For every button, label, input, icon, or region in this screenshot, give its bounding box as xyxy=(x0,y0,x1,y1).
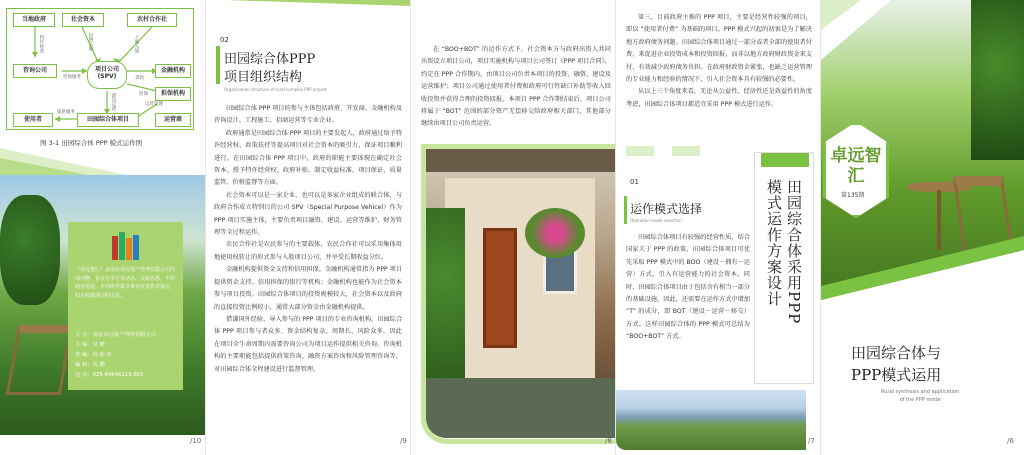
page-10 xyxy=(0,0,205,455)
node-consult: 咨询公司 xyxy=(13,64,57,78)
issue-number: 第135期 xyxy=(841,192,865,199)
body-text-7b xyxy=(626,232,750,344)
edge-label-2: 投资入股 xyxy=(88,33,93,51)
vertical-title-1: 田园综合体采用PPP xyxy=(785,179,803,325)
title-marker xyxy=(216,46,220,84)
green-wedge-top xyxy=(206,0,410,40)
page-number-6: /6 xyxy=(1007,437,1014,445)
body-text-8 xyxy=(421,44,611,131)
edge-label-5: 贷款 xyxy=(135,76,144,81)
page-number-9: /9 xyxy=(400,437,407,445)
accent-bar-2 xyxy=(672,146,700,156)
info-box xyxy=(68,222,183,390)
node-bank: 金融机构 xyxy=(155,64,191,78)
page-number-7: /7 xyxy=(808,437,815,445)
edge-label-6: 担保 xyxy=(139,92,148,97)
diagram-caption: 图 3-1 田园综合体 PPP 模式运作图 xyxy=(40,139,143,147)
vertical-title-box xyxy=(754,152,814,384)
paragraph: 第三，目前政府主推的 PPP 项目，主要是经营性较强的项目，即以 “使用者付费” 为基础的项目。PPP 模式兴起的初衷是为了解决地方政府债务问题。田园综合体项目通过一部分或者全部的使用者付费，来促进企业投资成本和投资回报，而非以地方政府财政资金来支付，有效减少政府债务负担。在政府财政资金紧张，也缺乏运营管理的专业能力和经验的情况下，引入社会资本具有较强的必要性。 xyxy=(626,14,812,84)
body-text-9 xyxy=(214,103,402,376)
paragraph: 田园综合体 PPP 项目的参与主体包括政府、开发商、金融机构及咨询设计、工程施工、招商运营等专业企业。 xyxy=(214,105,403,125)
page-7 xyxy=(616,0,820,455)
section-subtitle-7: Operation mode selection xyxy=(630,218,682,223)
chair-shape xyxy=(6,325,73,395)
mountain-photo xyxy=(616,390,806,450)
vtitle-green-tab xyxy=(761,153,809,167)
edge-label-8: 建设运营 xyxy=(111,93,116,111)
title-marker-7 xyxy=(624,196,627,224)
node-coop: 农村合作社 xyxy=(127,13,177,27)
paragraph: 田园综合体项目有较强的经营性质，结合国家关于 PPP 的政策，田园综合体项目可优先采取 PPP 模式中的 BOO（建设－拥有－运营）方式，引入有运营能力的社会资本，同时，田园综合体项目由于包括含有相当一部分的基础设施，因此，还需要在运作方式中增加 “T” 的成分，即 BOT（建设－运营－移交）方式。这样田园综合体的 PPP 模式可总结为 “BOO+BOT” 方式。 xyxy=(626,234,750,341)
ppp-diagram xyxy=(6,8,194,130)
section-title-7: 运作模式选择 xyxy=(630,202,703,216)
cover-title-1: 田园综合体与 xyxy=(851,344,942,362)
info-intro: 《卓远智汇》是南京卓远资产管理有限公司内部刊物，旨在分享行业动态、交流思想，不作商业用途。本刊所登载文章仅代表作者观点，如有转载请注明出处。 xyxy=(75,267,176,299)
node-complex: 田园综合体项目 xyxy=(77,113,139,127)
cover-title-2: PPP模式运用 xyxy=(851,366,942,384)
node-capital: 社会资本 xyxy=(62,13,104,27)
page-9 xyxy=(206,0,410,455)
tree-shape xyxy=(0,195,60,305)
paragraph: 在 “BOO+BOT” 的运作方式下，社会资本方与政府出资人共同出资设立项目公司，项目实施机构与项目公司签订《PPP 项目合同》，约定在 PPP 合作期内，由项目公司负责本项目的投资、融资、建设及运营维护；项目公司通过使用者付费和政府可行性缺口补助等收入回收投资并获得合理的投资回报。本项目 PPP 合作期结束后，项目公司将属于 “BOT” 范围的部分资产无偿移交给政府相关部门，其他部分继续由项目公司负责运营。 xyxy=(421,46,611,128)
paragraph: 政府通常是田园综合体 PPP 项目的主要发起人，政府通过给予特许经营权、政策扶持等提高项目对社会资本的吸引力，保证项目顺利进行。在田园综合体 PPP 项目中，政府的职能主要体现在确定社会资本、授予特许经营权、政府补贴、制定收益标准、项目保证、质量监管、价格监督等方面。 xyxy=(214,129,403,187)
edge-label-9: 运营管理 xyxy=(145,102,163,107)
cover-subtitle-en: Rural synthesis and application of the PPP mode xyxy=(881,389,960,403)
info-row: 电 话：025-84846219-805 xyxy=(75,372,144,378)
edge-label-7: 提供服务 xyxy=(57,110,75,115)
info-row: 主 办：南京卓远资产管理有限公司 xyxy=(75,332,157,338)
section-title-1: 田园综合体PPP xyxy=(224,52,316,67)
node-gov: 当地政府 xyxy=(13,13,55,27)
section-number-01: 01 xyxy=(630,178,639,186)
books-icon xyxy=(112,232,140,260)
edge-label-4: 咨询服务 xyxy=(63,75,81,80)
section-number: 02 xyxy=(220,36,229,44)
node-guarantee: 担保机构 xyxy=(155,87,191,101)
paragraph: 从以上三个角度来看，无论从公益性、经济性还是效益性的角度考虑，田园综合体项目都适宜采用 PPP 模式进行运作。 xyxy=(626,88,812,108)
accent-bar-1 xyxy=(626,146,654,156)
info-row: 编 辑：仇 鹏 xyxy=(75,362,105,368)
page-6 xyxy=(821,0,1024,455)
node-ops: 运营商 xyxy=(155,113,191,127)
cover-shapes xyxy=(821,0,1024,455)
node-spv: 项目公司 (SPV) xyxy=(87,61,127,89)
info-row: 主 编：吴 健 xyxy=(75,342,105,348)
brand-logo: 卓远智汇 xyxy=(830,146,882,186)
edge-label-3: 土地入股 xyxy=(134,35,139,53)
node-users: 使用者 xyxy=(13,113,53,127)
info-row: 责 编：杨 昭 萍 xyxy=(75,352,112,358)
paragraph: 农民合作社是农民参与的主要载体，农民合作社可以采用集体用地使用权转让的形式参与入股项目公司，并享受长期收益分红。 xyxy=(214,241,402,261)
section-title-2: 项目组织结构 xyxy=(224,70,303,85)
vertical-title-2: 模式运作方案设计 xyxy=(765,179,783,307)
paragraph: 金融机构提供资金支持和信用担保。金融机构通常指为 PPP 项目提供资金支持、信用担保的银行等机构；金融机构也能作为社会资本参与项目投资。田园综合体项目的投资规模较大，社会资本以及政府的直接投资比例较小，通常大部分资金由金融机构提供。 xyxy=(214,266,403,311)
info-rows xyxy=(75,330,176,380)
paragraph: 借谦国外经验，导入参与的 PPP 项目的专业咨询机构，田园综合体 PPP 项目参与者众多、资金结构复杂、周期长、风险众多，因此在项目全生命周期内需要咨询公司为项目运作提供相关咨询。咨询机构的主要职能包括提供政策咨询、融资方案咨询和风险管理咨询等，对田园综合体全程建设进行监督管理。 xyxy=(214,315,403,373)
edge-label-1: 特许经营 xyxy=(39,35,44,53)
page-8 xyxy=(411,0,615,455)
page-number-8: /8 xyxy=(605,437,612,445)
page-number-10: /10 xyxy=(190,437,202,445)
body-text-7 xyxy=(626,12,812,111)
photo-frame-accent xyxy=(421,144,615,444)
section-subtitle: Organization structure of rural complex PPP project xyxy=(224,87,327,92)
paragraph: 社会资本可以是一家企业，也可以是多家企业组成的联合体，与政府合作成立特别目的公司 SPV（Special Purpose Vehicel）作为 PPP 项目实施主体，主要负责项目融资，建设、运营等维护、财务管理等全过程运作。 xyxy=(214,191,402,237)
